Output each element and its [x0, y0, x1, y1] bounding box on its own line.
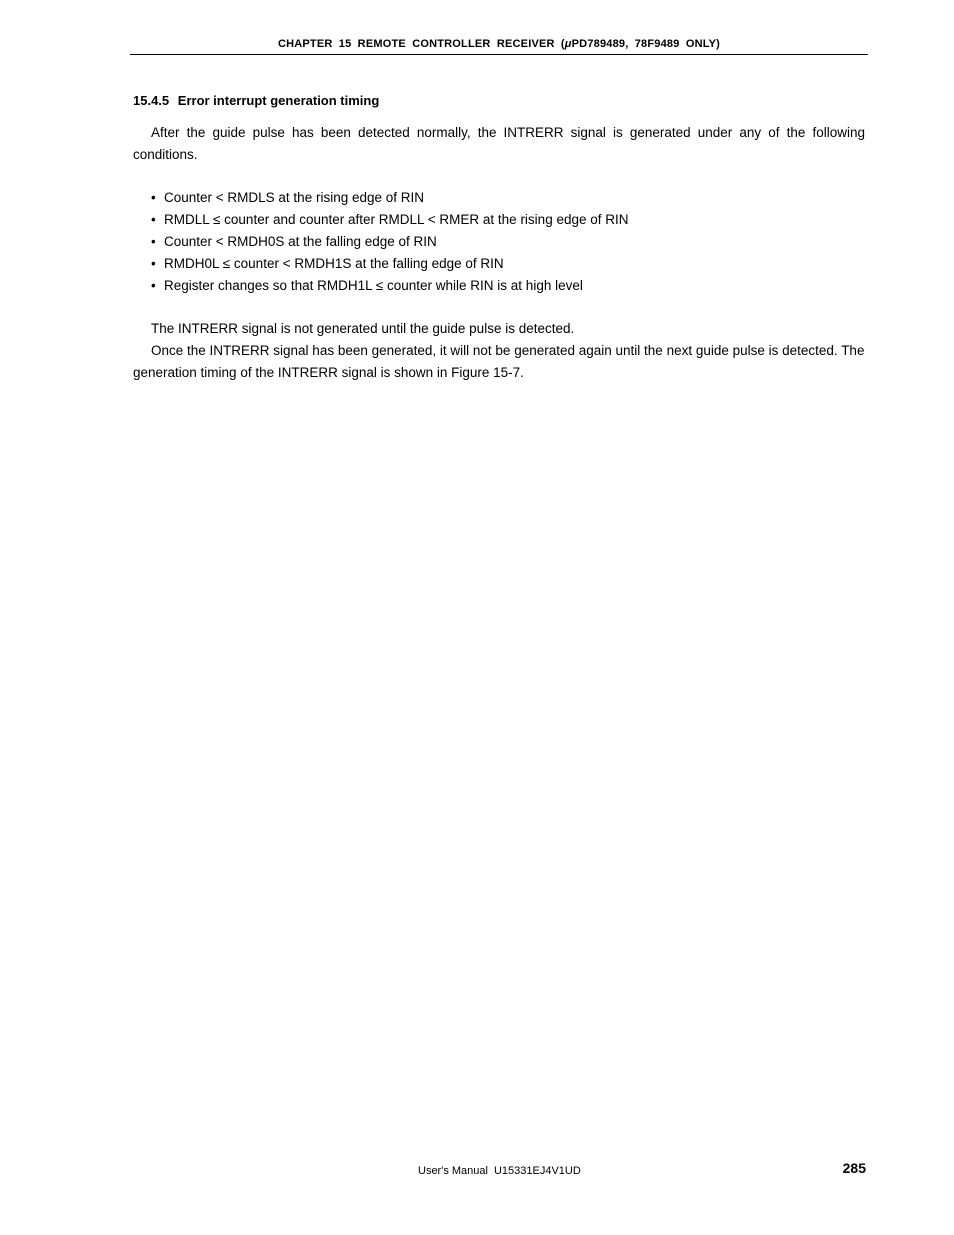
list-item — [150, 209, 629, 231]
list-item — [150, 231, 629, 253]
footer-doc-number: U15331EJ4V1UD — [493, 1165, 581, 1177]
header-product: PD789489, 78F9489 ONLY) — [571, 38, 721, 50]
list-item-text: Counter < RMDH0S at the falling edge of RIN — [164, 234, 437, 249]
list-item-text: Counter < RMDLS at the rising edge of RIN — [164, 190, 425, 205]
note-paragraph-1: The INTRERR signal is not generated until the guide pulse is detected. — [151, 321, 575, 336]
section-title: Error interrupt generation timing — [177, 93, 380, 108]
section-heading — [133, 93, 379, 108]
bullet-icon: • — [151, 256, 156, 271]
condition-list — [150, 187, 629, 297]
intro-paragraph: After the guide pulse has been detected normally, the INTRERR signal is generated under any of the following conditions. — [133, 125, 865, 162]
footer-manual-label: User's Manual — [418, 1165, 488, 1177]
bullet-icon: • — [151, 234, 156, 249]
list-item — [150, 253, 629, 275]
list-item-text: RMDH0L ≤ counter < RMDH1S at the falling edge of RIN — [164, 256, 504, 271]
section-number: 15.4.5 — [133, 93, 170, 108]
bullet-icon: • — [151, 278, 156, 293]
header-divider — [130, 54, 868, 55]
list-item — [150, 187, 629, 209]
bullet-icon: • — [151, 212, 156, 227]
note-paragraph-2: Once the INTRERR signal has been generated, it will not be generated again until the next guide pulse is detected. The generation timing of the INTRERR signal is shown in Figure 15-7. — [133, 343, 865, 380]
list-item-text: RMDLL ≤ counter and counter after RMDLL < RMER at the rising edge of RIN — [164, 212, 629, 227]
footer-manual — [418, 1165, 581, 1177]
list-item-text: Register changes so that RMDH1L ≤ counter while RIN is at high level — [164, 278, 583, 293]
list-item — [150, 275, 629, 297]
running-header — [130, 38, 868, 50]
header-chapter: CHAPTER 15 REMOTE CONTROLLER RECEIVER ( — [277, 38, 565, 50]
bullet-icon: • — [151, 190, 156, 205]
header-mu-symbol: μ — [564, 38, 572, 50]
page-number: 285 — [842, 1160, 866, 1176]
